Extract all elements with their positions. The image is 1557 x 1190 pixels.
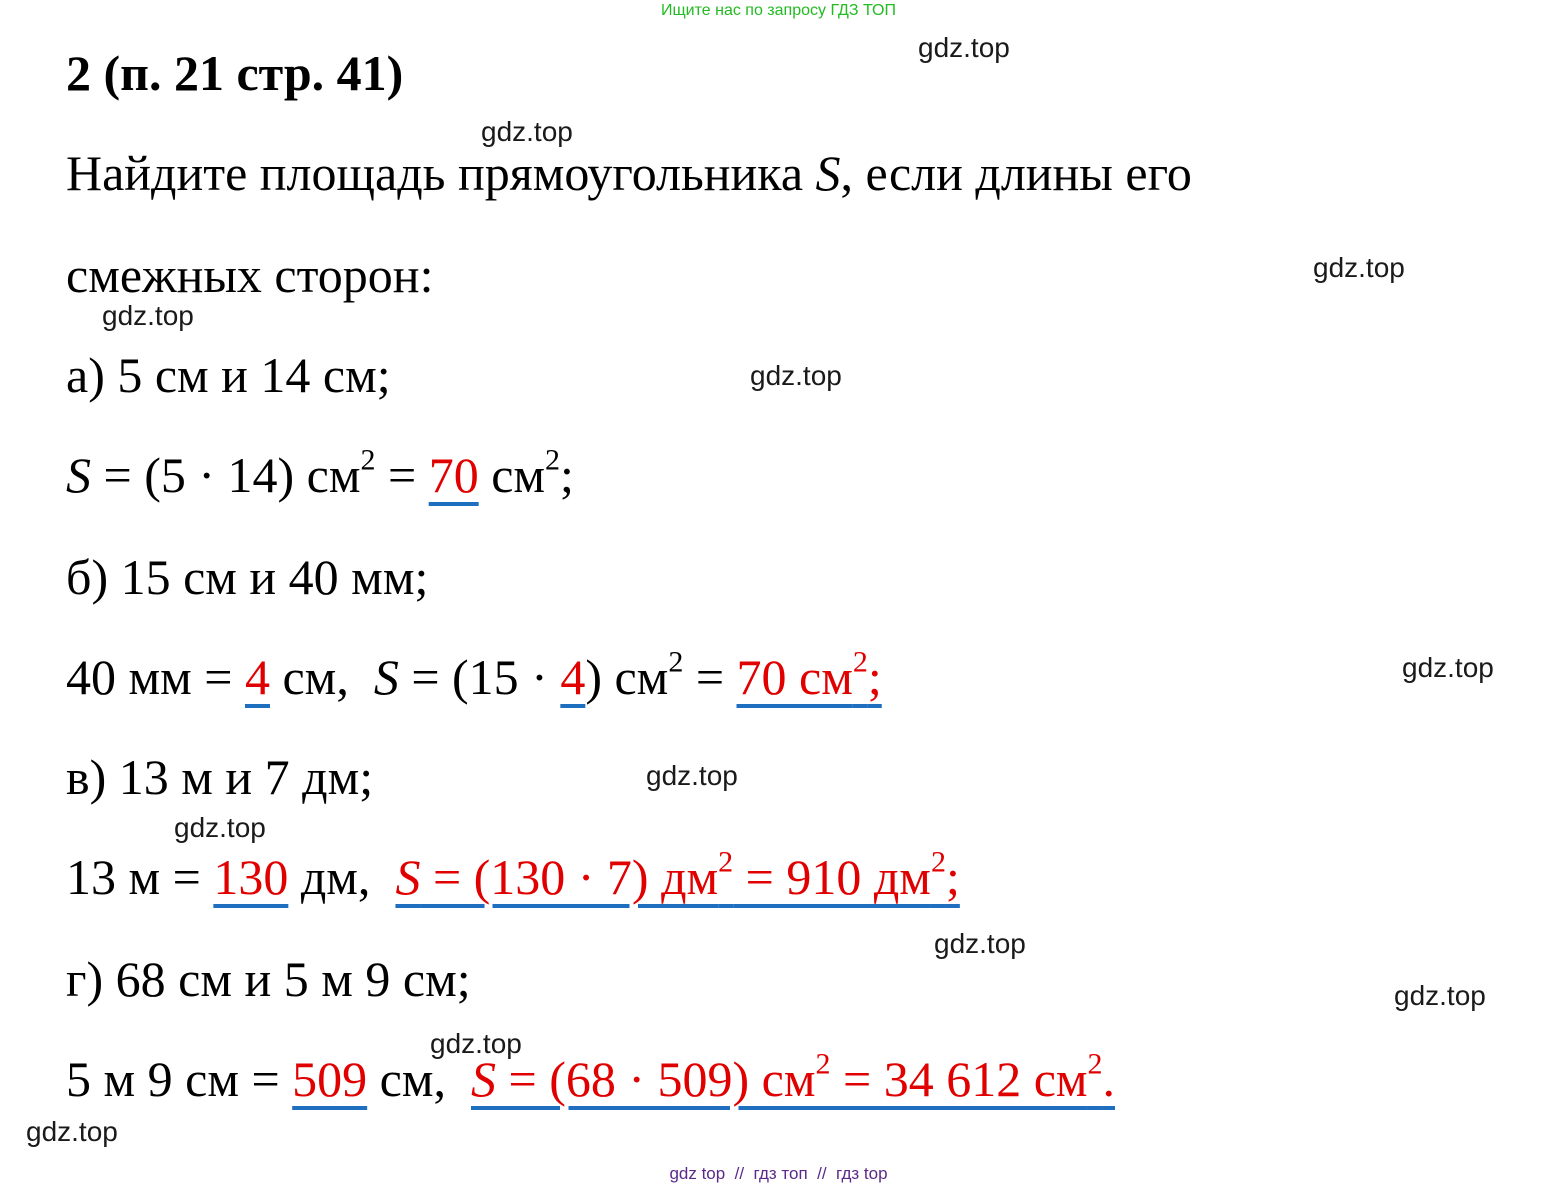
watermark: gdz.top: [934, 928, 1026, 959]
var-s: S: [66, 447, 91, 503]
superscript: 2: [718, 845, 734, 879]
watermark: gdz.top: [174, 812, 266, 843]
footer: gdz top // гдз топ // гдз top: [669, 1164, 888, 1183]
equals: =: [375, 447, 429, 503]
conv-pre: 5 м 9 см =: [66, 1051, 293, 1107]
watermark: gdz.top: [481, 116, 573, 147]
watermark: gdz.top: [102, 300, 194, 331]
answer-b-text: 70 см: [736, 649, 853, 705]
end: ;: [560, 447, 574, 503]
answer-end: .: [1102, 1051, 1116, 1107]
answer-pre: = (130 · 7) дм: [420, 849, 719, 905]
watermark: gdz.top: [1394, 980, 1486, 1011]
unit: см: [478, 447, 546, 503]
conv-post: см,: [367, 1051, 472, 1107]
superscript: 2: [545, 443, 561, 477]
condition-a: а) 5 см и 14 см;: [66, 347, 391, 403]
task-text-post: , если длины его: [840, 145, 1192, 201]
conv-pre: 40 мм =: [66, 649, 245, 705]
expr-post: ) см: [585, 649, 669, 705]
condition-b: б) 15 см и 40 мм;: [66, 549, 429, 605]
superscript: 2: [815, 1047, 831, 1081]
watermark: gdz.top: [646, 760, 738, 791]
superscript: 2: [668, 645, 684, 679]
top-note: Ищите нас по запросу ГДЗ ТОП: [661, 2, 896, 19]
expr: = (5 · 14) см: [91, 447, 361, 503]
superscript: 2: [360, 443, 376, 477]
conv-val: 4: [244, 649, 270, 705]
solution-b: [66, 645, 882, 706]
superscript: 2: [930, 845, 946, 879]
var-s: S: [395, 849, 421, 905]
task-line-2: смежных сторон:: [66, 247, 434, 303]
answer-a: 70: [428, 447, 479, 503]
answer-b-end: ;: [867, 649, 882, 705]
watermark: gdz.top: [1313, 252, 1405, 283]
task-var-s: S: [815, 145, 841, 201]
answer-b: [736, 645, 882, 705]
solution-g: [66, 1047, 1116, 1108]
answer-mid: = 34 612 см: [830, 1051, 1088, 1107]
solution-v: [66, 845, 960, 906]
answer-v: [395, 845, 960, 905]
answer-mid: = 910 дм: [733, 849, 931, 905]
condition-v: в) 13 м и 7 дм;: [66, 749, 374, 805]
conv-val: 509: [292, 1051, 368, 1107]
solution-a: [66, 443, 574, 504]
expr-val: 4: [560, 649, 586, 705]
watermark: gdz.top: [26, 1116, 118, 1147]
equals: =: [683, 649, 737, 705]
answer-g: [471, 1047, 1116, 1107]
condition-g: г) 68 см и 5 м 9 см;: [66, 951, 471, 1007]
watermark: gdz.top: [750, 360, 842, 391]
superscript: 2: [852, 645, 868, 679]
task-line-1: [66, 144, 1192, 202]
answer-end: ;: [945, 849, 960, 905]
expr-pre: = (15 ·: [398, 649, 561, 705]
conv-post: см,: [269, 649, 374, 705]
conv-post: дм,: [288, 849, 396, 905]
conv-val: 130: [213, 849, 289, 905]
answer-pre: = (68 · 509) см: [496, 1051, 816, 1107]
superscript: 2: [1087, 1047, 1103, 1081]
var-s: S: [471, 1051, 497, 1107]
page-title: 2 (п. 21 стр. 41): [66, 45, 404, 101]
conv-pre: 13 м =: [66, 849, 214, 905]
var-s: S: [373, 649, 399, 705]
task-text-pre: Найдите площадь прямоугольника: [66, 145, 816, 201]
watermark: gdz.top: [430, 1028, 522, 1059]
watermark: gdz.top: [1402, 652, 1494, 683]
watermark: gdz.top: [918, 32, 1010, 63]
